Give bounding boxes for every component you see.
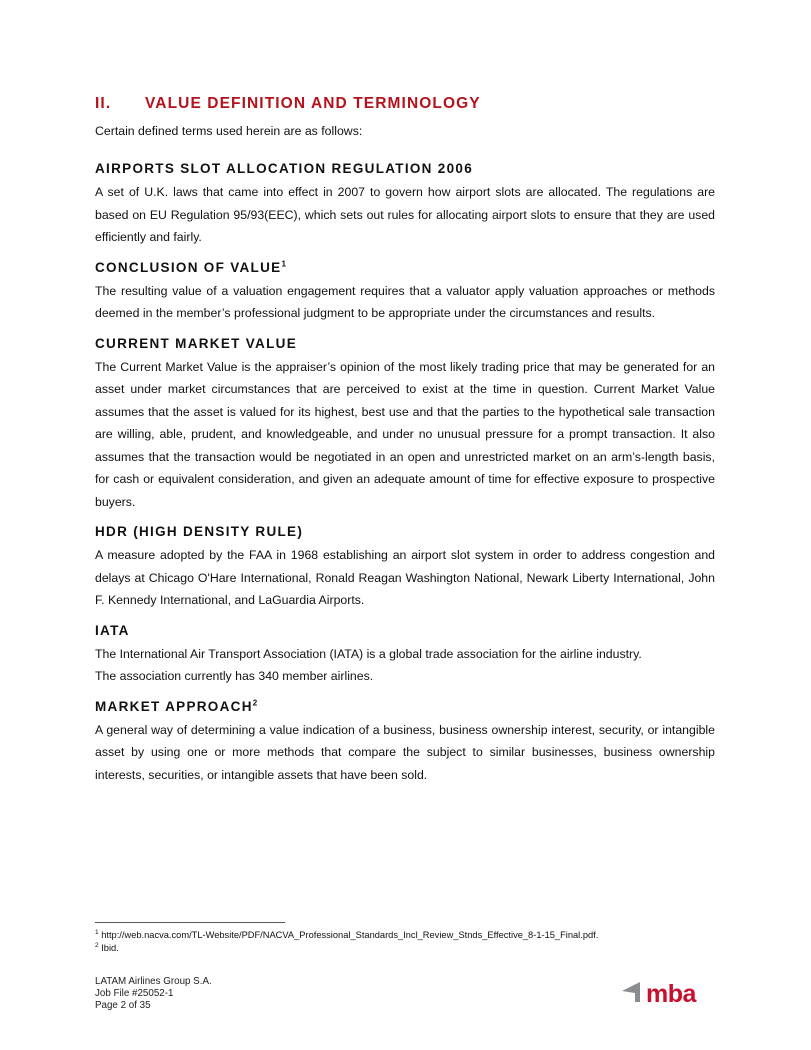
section-number: II. xyxy=(95,95,112,112)
section-title: VALUE DEFINITION AND TERMINOLOGY xyxy=(145,95,481,112)
footnotes xyxy=(95,929,598,954)
footnote-divider xyxy=(95,922,285,923)
term-conclusion-of-value xyxy=(95,260,715,325)
term-definition: A measure adopted by the FAA in 1968 establishing an airport slot system in order to address congestion and delays at Chicago O'Hare International, Ronald Reagan Washington National, Newark Liberty International, John F. Kennedy International, and LaGuardia Airports. xyxy=(95,548,715,607)
term-definition: A set of U.K. laws that came into effect in 2007 to govern how airport slots are allocated. The regulations are based on EU Regulation 95/93(EEC), which sets out rules for allocating airport slots to ensure that they are used efficiently and fairly. xyxy=(95,185,715,244)
terms-list xyxy=(95,161,715,797)
term-definition: The resulting value of a valuation engagement requires that a valuator apply valuation approaches or methods deemed in the member’s professional judgment to be appropriate under the circumstances and results. xyxy=(95,283,715,320)
term-definition: The Current Market Value is the appraiser’s opinion of the most likely trading price that may be generated for an asset under market circumstances that are perceived to exist at the time in question. Current Market Value assumes that the asset is valued for its highest, best use and that the parties to the hypothetical sale transaction are willing, able, prudent, and knowledgeable, and under no unusual pressure for a prompt transaction. It also assumes that the transaction would be negotiated in an open and unrestricted market on an arm’s-length basis, for cash or equivalent consideration, and given an adequate amount of time for effective exposure to prospective buyers. xyxy=(95,359,715,509)
term-title: CURRENT MARKET VALUE xyxy=(95,335,297,351)
page-footer xyxy=(95,976,212,1011)
footnote-link[interactable]: http://web.nacva.com/TL-Website/PDF/NACVA_Professional_Standards_Incl_Review_Stnds_Effective_8-1-15_Final.pdf. xyxy=(101,930,599,940)
term-iata xyxy=(95,623,715,688)
term-hdr xyxy=(95,524,715,612)
footer-page-number: Page 2 of 35 xyxy=(95,999,151,1011)
term-definition-line: The International Air Transport Association (IATA) is a global trade association for the airline industry. xyxy=(95,646,642,661)
footer-job-file: Job File #25052-1 xyxy=(95,987,174,999)
term-title: AIRPORTS SLOT ALLOCATION REGULATION 2006 xyxy=(95,161,474,176)
footnote-1: $^1$ http://web.nacva.com/TL-Website/PDF/NACVA_Professional_Standards_Incl_Review_Stnds_Effective_8-1-15_Final.pdf. xyxy=(95,928,599,940)
intro-text: Certain defined terms used herein are as follows: xyxy=(95,124,363,138)
footnote-ref-2[interactable]: 2 xyxy=(252,698,258,707)
logo-text: mba xyxy=(646,980,696,1006)
section-heading xyxy=(95,95,481,113)
mba-logo xyxy=(620,980,716,1006)
term-airports-slot-allocation xyxy=(95,161,715,249)
term-market-approach xyxy=(95,699,715,787)
term-title: HDR (HIGH DENSITY RULE) xyxy=(95,524,304,539)
term-title: MARKET APPROACH$^2$ xyxy=(95,698,258,714)
footer-company: LATAM Airlines Group S.A. xyxy=(95,976,212,987)
logo-mark-icon xyxy=(622,982,640,1002)
term-definition-line: The association currently has 340 member airlines. xyxy=(95,669,374,683)
term-current-market-value xyxy=(95,336,715,514)
term-title: CONCLUSION OF VALUE$^1$ xyxy=(95,259,286,275)
term-definition: A general way of determining a value indication of a business, business ownership interest, security, or intangible asset by using one or more methods that compare the subject to similar businesses, business ownership interests, securities, or intangible assets that have been sold. xyxy=(95,722,715,782)
term-title: IATA xyxy=(95,622,130,638)
footnote-2: $^2$ Ibid. xyxy=(95,941,119,953)
footnote-ref-1[interactable]: 1 xyxy=(281,259,286,268)
